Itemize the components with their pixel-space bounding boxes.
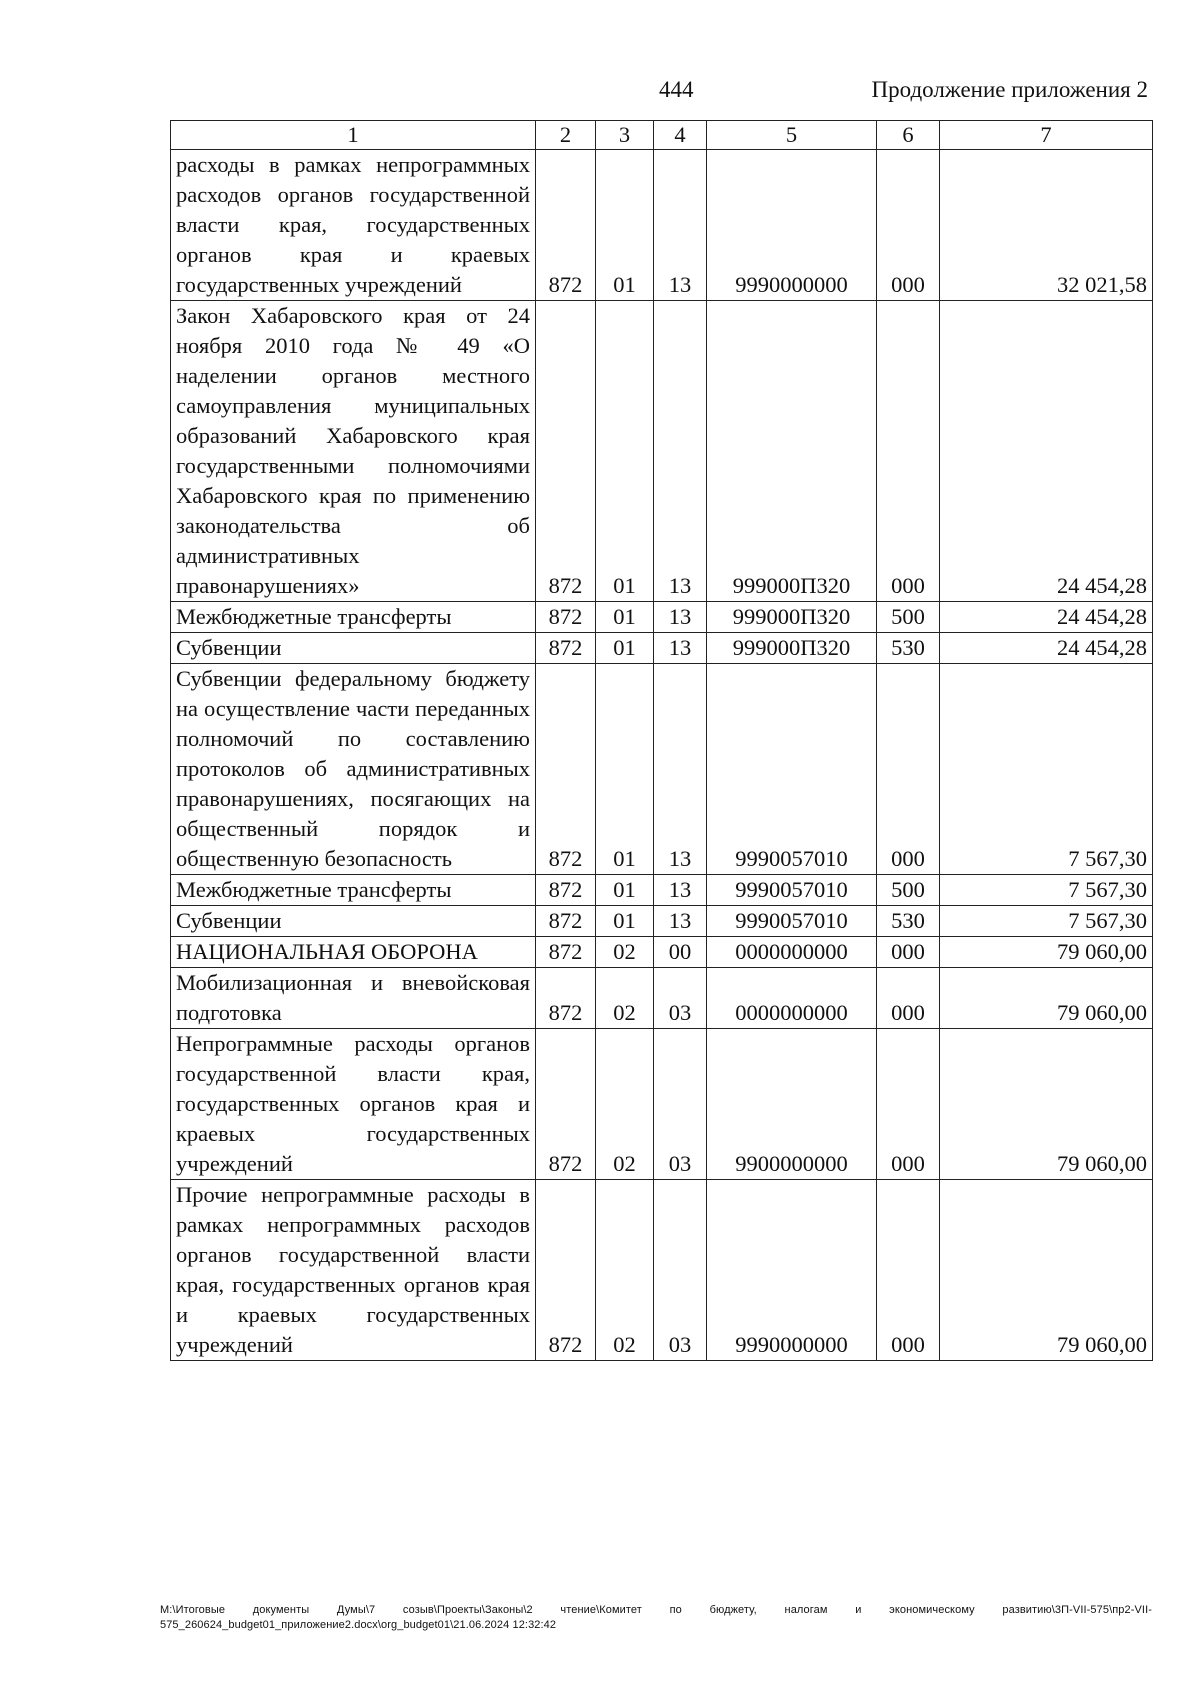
section-code: 01 xyxy=(596,875,654,906)
expense-type-code: 530 xyxy=(877,906,940,937)
table-row xyxy=(171,875,1153,906)
section-code: 02 xyxy=(596,1180,654,1361)
section-code: 02 xyxy=(596,968,654,1029)
column-header: 1 xyxy=(171,121,536,150)
expense-type-code: 000 xyxy=(877,301,940,602)
section-code: 02 xyxy=(596,1029,654,1180)
amount: 79 060,00 xyxy=(940,1180,1153,1361)
table-row xyxy=(171,633,1153,664)
section-code: 01 xyxy=(596,664,654,875)
ministry-code: 872 xyxy=(536,150,596,301)
table-row xyxy=(171,150,1153,301)
section-code: 01 xyxy=(596,150,654,301)
subsection-code: 13 xyxy=(654,301,707,602)
ministry-code: 872 xyxy=(536,602,596,633)
expense-type-code: 500 xyxy=(877,875,940,906)
subsection-code: 13 xyxy=(654,633,707,664)
amount: 7 567,30 xyxy=(940,875,1153,906)
section-code: 01 xyxy=(596,301,654,602)
column-header: 4 xyxy=(654,121,707,150)
ministry-code: 872 xyxy=(536,301,596,602)
target-article-code: 9990057010 xyxy=(707,875,877,906)
amount: 24 454,28 xyxy=(940,602,1153,633)
table-row xyxy=(171,602,1153,633)
table-header-row xyxy=(171,121,1153,150)
target-article-code: 9990057010 xyxy=(707,906,877,937)
target-article-code: 9990000000 xyxy=(707,150,877,301)
expense-type-code: 000 xyxy=(877,150,940,301)
target-article-code: 999000П320 xyxy=(707,602,877,633)
expense-type-code: 000 xyxy=(877,664,940,875)
section-code: 02 xyxy=(596,937,654,968)
subsection-code: 03 xyxy=(654,1029,707,1180)
table-row xyxy=(171,1180,1153,1361)
table-row xyxy=(171,664,1153,875)
target-article-code: 0000000000 xyxy=(707,968,877,1029)
page-number: 444 xyxy=(659,77,694,102)
ministry-code: 872 xyxy=(536,968,596,1029)
row-description: Субвенции федеральному бюджету на осуществление части переданных полномочий по составлению протоколов об административных правонарушениях, посягающих на общественный порядок и общественную безопасность xyxy=(171,664,536,875)
expense-type-code: 500 xyxy=(877,602,940,633)
amount: 79 060,00 xyxy=(940,937,1153,968)
row-description: Межбюджетные трансферты xyxy=(171,875,536,906)
row-description: расходы в рамках непрограммных расходов органов государственной власти края, государственных органов края и краевых государственных учреждений xyxy=(171,150,536,301)
column-header: 7 xyxy=(940,121,1153,150)
target-article-code: 9990000000 xyxy=(707,1180,877,1361)
column-header: 2 xyxy=(536,121,596,150)
subsection-code: 13 xyxy=(654,875,707,906)
row-description: НАЦИОНАЛЬНАЯ ОБОРОНА xyxy=(171,937,536,968)
row-description: Закон Хабаровского края от 24 ноября 2010 года № 49 «О наделении органов местного самоуправления муниципальных образований Хабаровского края государственными полномочиями Хабаровского края по применению законодательства об административных правонарушениях» xyxy=(171,301,536,602)
subsection-code: 13 xyxy=(654,664,707,875)
budget-table xyxy=(170,120,1153,1361)
expense-type-code: 000 xyxy=(877,968,940,1029)
amount: 7 567,30 xyxy=(940,906,1153,937)
column-header: 5 xyxy=(707,121,877,150)
subsection-code: 00 xyxy=(654,937,707,968)
target-article-code: 0000000000 xyxy=(707,937,877,968)
table-row xyxy=(171,906,1153,937)
row-description: Межбюджетные трансферты xyxy=(171,602,536,633)
target-article-code: 9990057010 xyxy=(707,664,877,875)
ministry-code: 872 xyxy=(536,633,596,664)
subsection-code: 13 xyxy=(654,602,707,633)
target-article-code: 999000П320 xyxy=(707,633,877,664)
amount: 24 454,28 xyxy=(940,633,1153,664)
amount: 32 021,58 xyxy=(940,150,1153,301)
amount: 24 454,28 xyxy=(940,301,1153,602)
ministry-code: 872 xyxy=(536,1180,596,1361)
ministry-code: 872 xyxy=(536,937,596,968)
section-code: 01 xyxy=(596,906,654,937)
target-article-code: 999000П320 xyxy=(707,301,877,602)
amount: 79 060,00 xyxy=(940,968,1153,1029)
row-description: Непрограммные расходы органов государственной власти края, государственных органов края и краевых государственных учреждений xyxy=(171,1029,536,1180)
expense-type-code: 000 xyxy=(877,937,940,968)
row-description: Субвенции xyxy=(171,906,536,937)
column-header: 3 xyxy=(596,121,654,150)
section-code: 01 xyxy=(596,633,654,664)
expense-type-code: 000 xyxy=(877,1029,940,1180)
amount: 7 567,30 xyxy=(940,664,1153,875)
ministry-code: 872 xyxy=(536,1029,596,1180)
subsection-code: 03 xyxy=(654,968,707,1029)
section-code: 01 xyxy=(596,602,654,633)
appendix-continuation-label: Продолжение приложения 2 xyxy=(871,77,1148,102)
expense-type-code: 000 xyxy=(877,1180,940,1361)
amount: 79 060,00 xyxy=(940,1029,1153,1180)
document-file-path: M:\Итоговые документы Думы\7 созыв\Проекты\Законы\2 чтение\Комитет по бюджету, налогам и экономическому развитию\3П-VII-575\пр2-VII-575_260624_budget01_приложение2.docx\org_budget01\21.06.2024 12:32:42 xyxy=(160,1604,1152,1631)
target-article-code: 9900000000 xyxy=(707,1029,877,1180)
ministry-code: 872 xyxy=(536,664,596,875)
table-row xyxy=(171,1029,1153,1180)
ministry-code: 872 xyxy=(536,906,596,937)
expense-type-code: 530 xyxy=(877,633,940,664)
subsection-code: 13 xyxy=(654,150,707,301)
table-row xyxy=(171,968,1153,1029)
table-row xyxy=(171,937,1153,968)
row-description: Субвенции xyxy=(171,633,536,664)
row-description: Мобилизационная и вневойсковая подготовка xyxy=(171,968,536,1029)
table-row xyxy=(171,301,1153,602)
column-header: 6 xyxy=(877,121,940,150)
ministry-code: 872 xyxy=(536,875,596,906)
row-description: Прочие непрограммные расходы в рамках непрограммных расходов органов государственной власти края, государственных органов края и краевых государственных учреждений xyxy=(171,1180,536,1361)
subsection-code: 03 xyxy=(654,1180,707,1361)
subsection-code: 13 xyxy=(654,906,707,937)
